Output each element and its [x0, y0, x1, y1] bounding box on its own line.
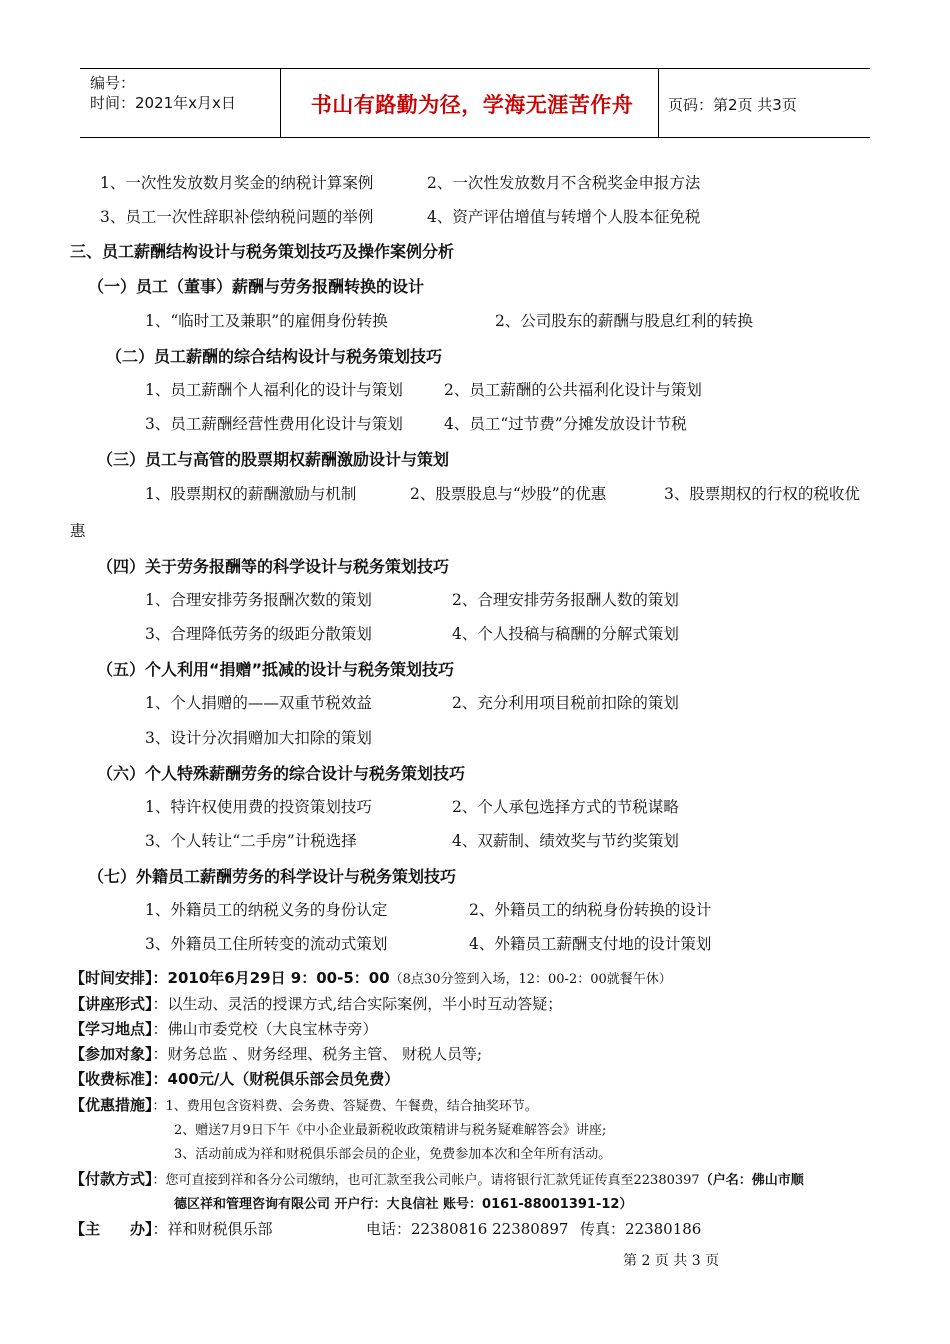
list-item: 2、公司股东的薪酬与股息红利的转换 — [495, 312, 753, 330]
subsection-heading: （六）个人特殊薪酬劳务的综合设计与税务策划技巧 — [97, 764, 466, 783]
header-divider — [280, 69, 281, 137]
header-divider — [658, 69, 659, 137]
payment-account: 德区祥和管理咨询有限公司 开户行：大良信社 账号：0161-88001391-12） — [174, 1197, 633, 1212]
list-item: 3、个人转让“二手房”计税选择 — [145, 832, 357, 850]
section-heading: 三、员工薪酬结构设计与税务策划技巧及操作案例分析 — [70, 242, 455, 261]
subsection-heading: （二）员工薪酬的综合结构设计与税务策划技巧 — [106, 347, 443, 366]
discount-item: 3、活动前成为祥和财税俱乐部会员的企业，免费参加本次和全年所有活动。 — [174, 1147, 612, 1162]
list-item: 1、外籍员工的纳税义务的身份认定 — [145, 901, 388, 919]
subsection-heading: （七）外籍员工薪酬劳务的科学设计与税务策划技巧 — [88, 867, 457, 886]
list-item: 3、设计分次捐赠加大扣除的策划 — [145, 729, 372, 747]
audience-label: 【参加对象】 — [70, 1045, 153, 1063]
header-motto: 书山有路勤为径，学海无涯苦作舟 — [310, 93, 634, 117]
header-meta — [90, 73, 236, 113]
subsection-heading: （五）个人利用“捐赠”抵减的设计与税务策划技巧 — [97, 660, 455, 679]
organizer-label: 【主 办】 — [70, 1220, 153, 1238]
document-number-label: 编号： — [90, 74, 136, 92]
list-item: 3、员工薪酬经营性费用化设计与策划 — [145, 415, 403, 433]
audience-value: ：财务总监 、财务经理、税务主管、 财税人员等; — [152, 1045, 483, 1063]
payment-label: 【付款方式】 — [70, 1170, 153, 1188]
discount-item: 2、赠送7月9日下午《中小企业最新税收政策精讲与税务疑难解答会》讲座; — [174, 1123, 607, 1138]
list-item: 3、合理降低劳务的级距分散策划 — [145, 625, 372, 643]
list-item: 1、一次性发放数月奖金的纳税计算案例 — [100, 174, 374, 192]
audience-row — [70, 1043, 482, 1064]
list-item: 1、股票期权的薪酬激励与机制 — [145, 485, 357, 503]
list-item: 4、外籍员工薪酬支付地的设计策划 — [469, 935, 712, 953]
time-value: ：2010年6月29日 9：00-5：00 — [152, 969, 390, 987]
list-item: 2、充分利用项目税前扣除的策划 — [452, 694, 679, 712]
discount-row — [70, 1094, 538, 1115]
time-label: 【时间安排】 — [70, 969, 153, 987]
list-item: 4、双薪制、绩效奖与节约奖策划 — [452, 832, 679, 850]
list-item: 2、外籍员工的纳税身份转换的设计 — [469, 901, 712, 919]
time-note: （8点30分签到入场，12：00-2：00就餐午休） — [389, 972, 672, 987]
list-item: 1、特许权使用费的投资策划技巧 — [145, 798, 372, 816]
discount-label: 【优惠措施】 — [70, 1096, 153, 1114]
list-item: 4、员工“过节费”分摊发放设计节税 — [444, 415, 687, 433]
time-row — [70, 967, 672, 988]
fax-number: 传真：22380186 — [580, 1220, 702, 1238]
document-date-label: 时间：2021年x月x日 — [90, 94, 236, 112]
location-row — [70, 1018, 378, 1039]
subsection-heading: （四）关于劳务报酬等的科学设计与税务策划技巧 — [97, 557, 450, 576]
payment-row — [70, 1168, 804, 1189]
list-item: 4、资产评估增值与转增个人股本征免税 — [427, 208, 701, 226]
list-item: 1、个人捐赠的——双重节税效益 — [145, 694, 372, 712]
format-row — [70, 993, 562, 1014]
phone-numbers: 电话：22380816 22380897 — [366, 1220, 569, 1238]
format-label: 【讲座形式】 — [70, 995, 153, 1013]
list-item: 2、一次性发放数月不含税奖金申报方法 — [427, 174, 701, 192]
page-header — [80, 68, 870, 138]
list-item: 3、员工一次性辞职补偿纳税问题的举例 — [100, 208, 374, 226]
list-item: 1、“临时工及兼职”的雇佣身份转换 — [145, 312, 388, 330]
location-value: ：佛山市委党校（大良宝林寺旁） — [152, 1020, 378, 1038]
discount-item: ：1、费用包含资料费、会务费、答疑费、午餐费，结合抽奖环节。 — [152, 1099, 538, 1114]
fee-label: 【收费标准】 — [70, 1070, 153, 1088]
list-item: 2、个人承包选择方式的节税谋略 — [452, 798, 679, 816]
list-item: 1、合理安排劳务报酬次数的策划 — [145, 591, 372, 609]
organizer-value: ：祥和财税俱乐部 — [152, 1220, 273, 1238]
list-item: 2、股票股息与“炒股”的优惠 — [410, 485, 607, 503]
fee-value: ：400元/人（财税俱乐部会员免费） — [152, 1070, 400, 1088]
payment-value: ：您可直接到祥和各分公司缴纳，也可汇款至我公司帐户。请将银行汇款凭证传真至22380397 — [152, 1173, 700, 1188]
fee-row — [70, 1068, 399, 1089]
list-item: 1、员工薪酬个人福利化的设计与策划 — [145, 381, 403, 399]
list-item: 2、合理安排劳务报酬人数的策划 — [452, 591, 679, 609]
organizer-row — [70, 1218, 273, 1239]
list-item: 4、个人投稿与稿酬的分解式策划 — [452, 625, 679, 643]
list-item: 3、外籍员工住所转变的流动式策划 — [145, 935, 388, 953]
location-label: 【学习地点】 — [70, 1020, 153, 1038]
subsection-heading: （一）员工（董事）薪酬与劳务报酬转换的设计 — [88, 277, 425, 296]
payment-account: （户名：佛山市顺 — [699, 1173, 804, 1188]
list-item: 3、股票期权的行权的税收优 — [664, 485, 860, 503]
list-item: 2、员工薪酬的公共福利化设计与策划 — [444, 381, 702, 399]
subsection-heading: （三）员工与高管的股票期权薪酬激励设计与策划 — [97, 450, 450, 469]
header-page-info: 页码：第2页 共3页 — [668, 96, 797, 114]
list-item-continuation: 惠 — [70, 522, 86, 540]
format-value: ：以生动、灵活的授课方式,结合实际案例，半小时互动答疑； — [152, 995, 563, 1013]
page-footer: 第 2 页 共 3 页 — [623, 1253, 720, 1269]
